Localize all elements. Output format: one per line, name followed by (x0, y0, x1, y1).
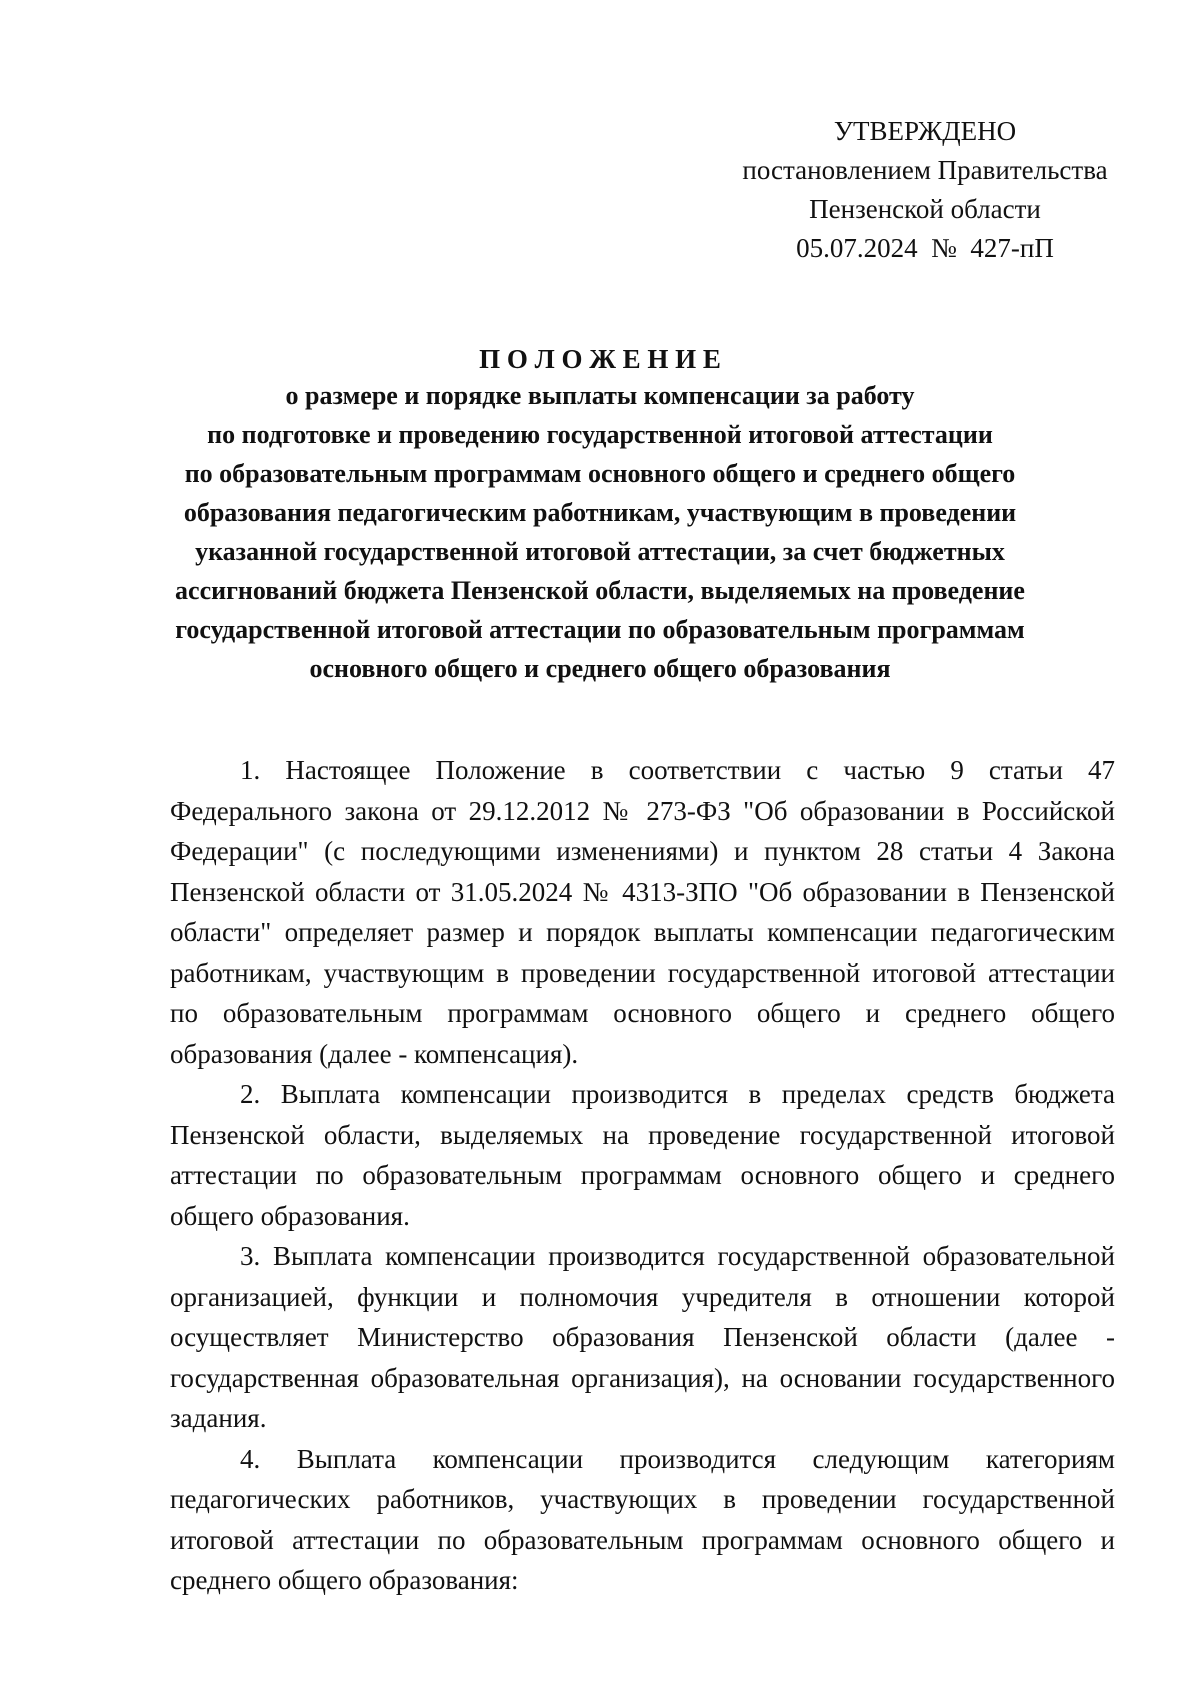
approval-line: УТВЕРЖДЕНО (833, 116, 1017, 146)
paragraph-1: 1. Настоящее Положение в соответствии с частью 9 статьи 47 Федерального закона от 29.12.2012 № 273-ФЗ "Об образовании в Российской Федерации" (с последующими изменениями) и пунктом 28 статьи 4 Закона Пензенской области от 31.05.2024 № 4313-ЗПО "Об образовании в Пензенской области" определяет размер и порядок выплаты компенсации педагогическим работникам, участвующим в проведении государственной итоговой аттестации по образовательным программам основного общего и среднего общего образования (далее - компенсация). (170, 755, 1115, 1069)
document-title: П О Л О Ж Е Н И Е (479, 344, 721, 374)
approval-block (700, 112, 1150, 268)
approval-line: постановлением Правительства (742, 155, 1108, 185)
subtitle-line: ассигнований бюджета Пензенской области, выделяемых на проведение (175, 576, 1025, 605)
paragraph-2: 2. Выплата компенсации производится в пределах средств бюджета Пензенской области, выделяемых на проведение государственной итоговой аттестации по образовательным программам основного общего и среднего общего образования. (170, 1079, 1115, 1231)
subtitle-line: по образовательным программам основного общего и среднего общего (184, 459, 1016, 488)
approval-line: 05.07.2024 № 427-пП (796, 233, 1054, 263)
subtitle-line: государственной итоговой аттестации по образовательным программам (175, 615, 1025, 644)
approval-line: Пензенской области (809, 194, 1041, 224)
subtitle-line: указанной государственной итоговой аттестации, за счет бюджетных (195, 537, 1005, 566)
document-body (170, 750, 1115, 1601)
subtitle-line: образования педагогическим работникам, участвующим в проведении (183, 498, 1017, 527)
paragraph-3: 3. Выплата компенсации производится государственной образовательной организацией, функции и полномочия учредителя в отношении которой осуществляет Министерство образования Пензенской области (далее - государственная образовательная организация), на основании государственного задания. (170, 1241, 1115, 1433)
document-subtitle (150, 376, 1050, 688)
subtitle-line: о размере и порядке выплаты компенсации за работу (285, 381, 915, 410)
subtitle-line: по подготовке и проведению государственной итоговой аттестации (207, 420, 993, 449)
subtitle-line: основного общего и среднего общего образования (309, 654, 891, 683)
paragraph-4: 4. Выплата компенсации производится следующим категориям педагогических работников, участвующих в проведении государственной итоговой аттестации по образовательным программам основного общего и среднего общего образования: (170, 1443, 1115, 1595)
